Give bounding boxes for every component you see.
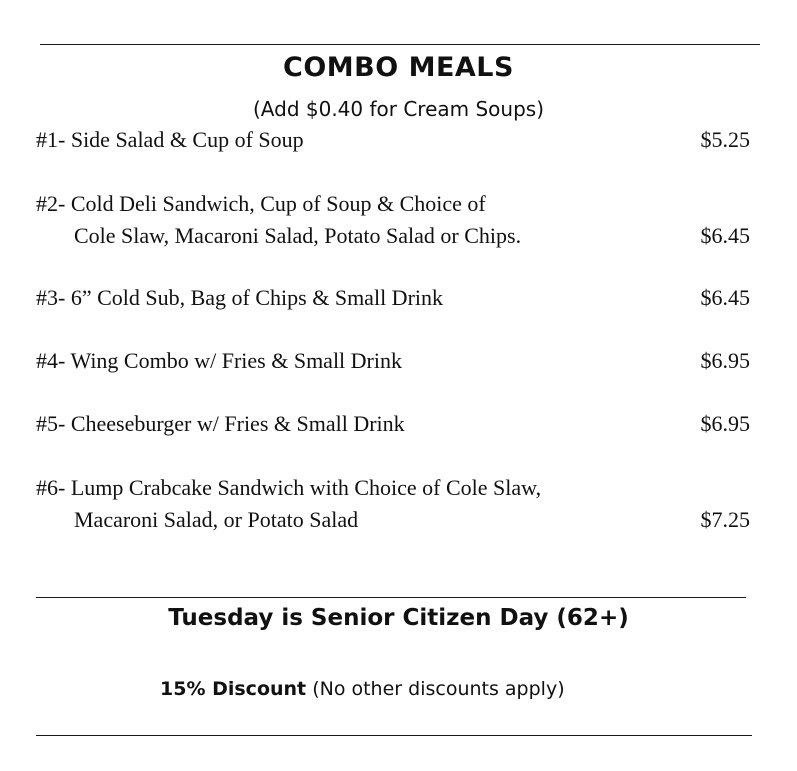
item-price-2: $6.45	[700, 223, 750, 248]
item-description: Cheeseburger w/ Fries & Small Drink	[70, 411, 405, 436]
item-price-5: $6.95	[700, 411, 750, 436]
discount-notice	[160, 678, 565, 700]
middle-divider	[36, 597, 746, 598]
item-description: Cold Deli Sandwich, Cup of Soup & Choice of	[70, 191, 486, 216]
bottom-divider	[36, 735, 752, 736]
senior-day-notice: Tuesday is Senior Citizen Day (62+)	[168, 605, 629, 631]
item-number: #5-	[36, 411, 66, 436]
menu-item-2	[36, 188, 596, 252]
item-price-4: $6.95	[700, 348, 750, 373]
item-description: Wing Combo w/ Fries & Small Drink	[70, 348, 402, 373]
menu-title: COMBO MEALS	[283, 52, 514, 83]
item-price-6: $7.25	[700, 507, 750, 532]
menu-item-5	[36, 408, 596, 440]
item-price-3: $6.45	[700, 285, 750, 310]
item-number: #2-	[36, 191, 66, 216]
item-number: #3-	[36, 285, 66, 310]
discount-label: 15% Discount	[160, 678, 307, 700]
menu-subtitle: (Add $0.40 for Cream Soups)	[252, 97, 545, 121]
item-number: #1-	[36, 127, 66, 152]
item-description: Lump Crabcake Sandwich with Choice of Cole Slaw,	[70, 475, 542, 500]
item-description-cont: Macaroni Salad, or Potato Salad	[74, 507, 359, 532]
menu-item-3	[36, 282, 596, 314]
item-description: Side Salad & Cup of Soup	[70, 127, 304, 152]
item-number: #4-	[36, 348, 66, 373]
item-price-1: $5.25	[700, 127, 750, 152]
menu-item-4	[36, 345, 596, 377]
item-description-cont: Cole Slaw, Macaroni Salad, Potato Salad or Chips.	[74, 223, 522, 248]
discount-note: (No other discounts apply)	[312, 678, 565, 700]
menu-item-1	[36, 124, 596, 156]
item-number: #6-	[36, 475, 66, 500]
item-description: 6” Cold Sub, Bag of Chips & Small Drink	[70, 285, 444, 310]
top-divider	[40, 44, 760, 45]
menu-item-6	[36, 472, 596, 536]
